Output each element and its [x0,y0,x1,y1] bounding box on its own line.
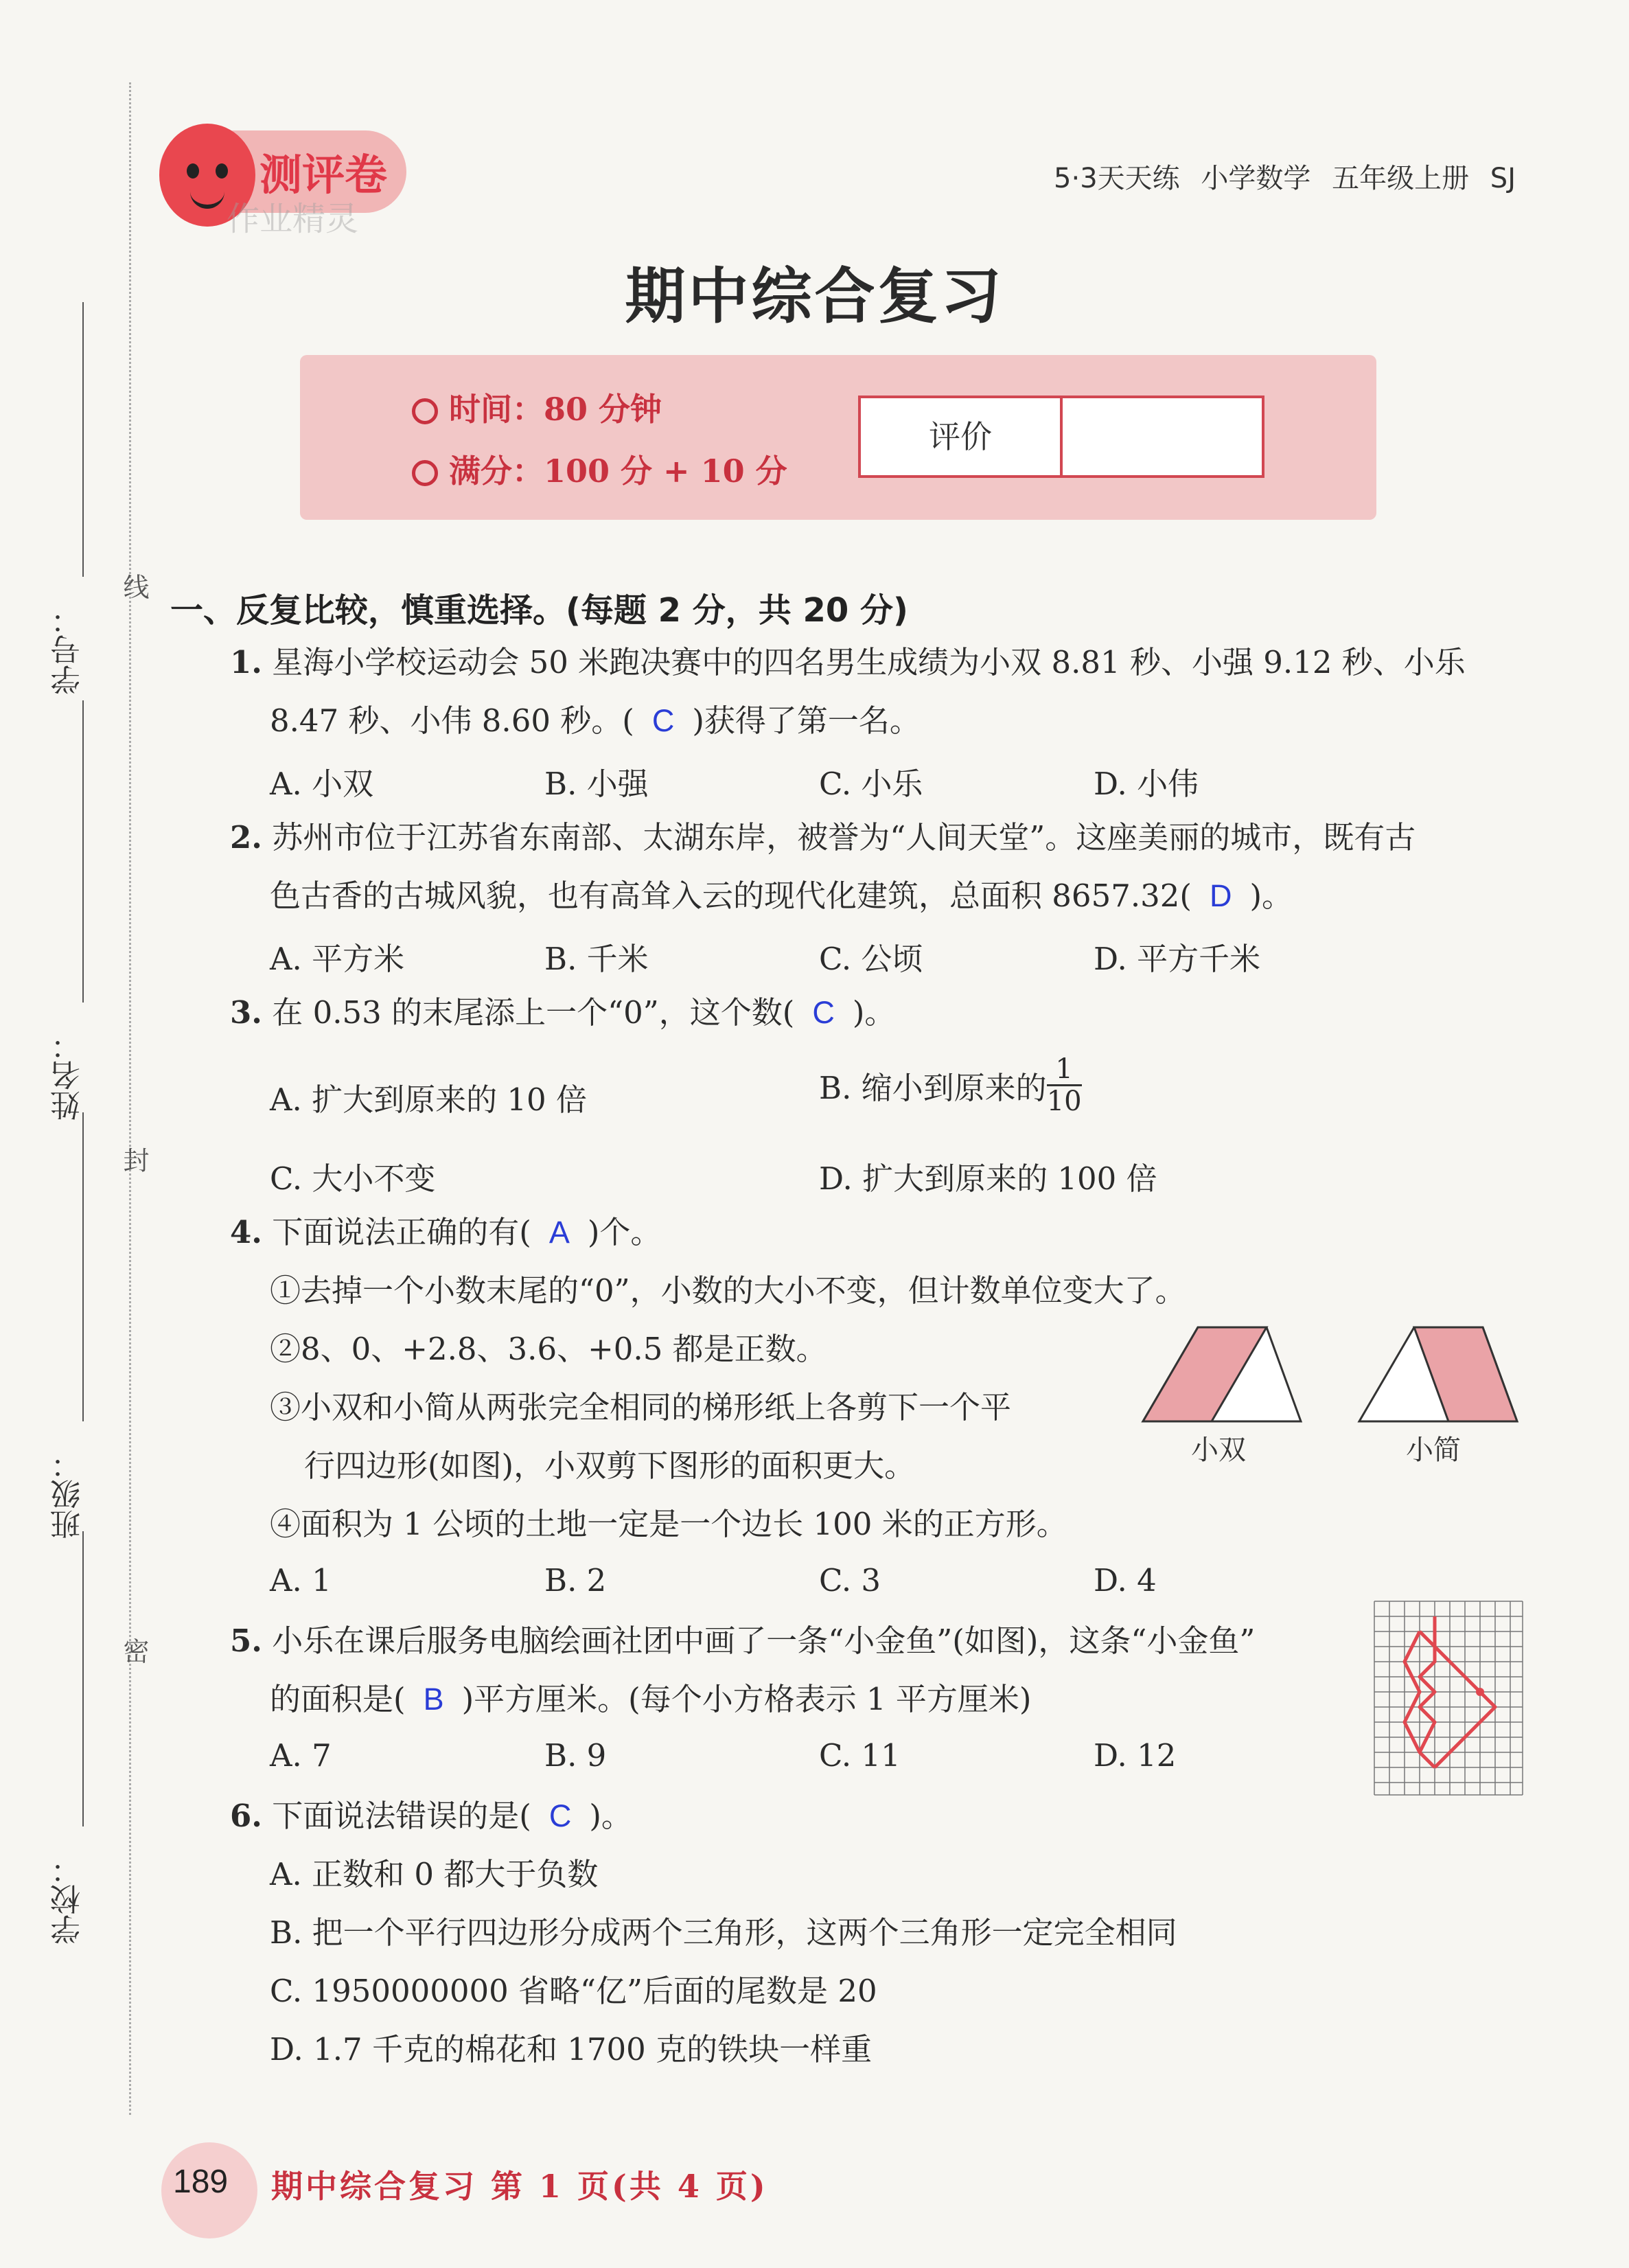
q1-line2 [270,700,921,742]
q5-option-a: A. 7 [270,1737,332,1774]
q3-line1 [230,992,895,1033]
q1-option-c: C. 小乐 [819,766,923,802]
watermark: 作业精灵 [227,200,359,238]
student-id-line [82,302,84,577]
q2-text-post: )。 [1249,878,1293,914]
q5-text: 小乐在课后服务电脑绘画社团中画了一条“小金鱼”(如图)，这条“小金鱼” [272,1623,1256,1659]
q5-text-pre: 的面积是( [270,1681,406,1717]
q5-option-b: B. 9 [544,1737,607,1774]
q1-text-pre: 8.47 秒、小伟 8.60 秒。( [270,702,634,739]
q2-line1 [230,817,1416,858]
q2-option-c: C. 公顷 [819,941,923,977]
student-id-label: 学号： [51,604,86,695]
q5-line2 [270,1679,1032,1720]
q2-number: 2. [230,819,262,856]
goldfish-grid-figure [1373,1600,1524,1796]
q1-text-post: )获得了第一名。 [692,702,921,739]
q4-option-d: D. 4 [1094,1562,1157,1599]
cut-line [129,82,131,2115]
fraction-numerator: 1 [1047,1054,1082,1086]
q3-option-b [819,1054,1082,1116]
q6-option-d: D. 1.7 千克的棉花和 1700 克的铁块一样重 [270,2031,873,2067]
q1-line1 [230,642,1466,683]
q4-option-b: B. 2 [544,1562,607,1599]
q2-text-pre: 色古香的古城风貌，也有高耸入云的现代化建筑，总面积 8657.32( [270,878,1192,914]
q1-option-d: D. 小伟 [1094,766,1199,802]
q4-option-a: A. 1 [270,1562,332,1599]
q5-text-post: )平方厘米。(每个小方格表示 1 平方厘米) [461,1681,1032,1717]
q2-line2 [270,875,1293,917]
q1-option-b: B. 小强 [544,766,649,802]
q4-option-c: C. 3 [819,1562,881,1599]
q6-option-c: C. 1950000000 省略“亿”后面的尾数是 20 [270,1973,877,2009]
score-text: 满分：100 分 + 10 分 [449,453,787,490]
q4-statement-4: ④面积为 1 公顷的土地一定是一个边长 100 米的正方形。 [270,1506,1067,1542]
q6-option-b: B. 把一个平行四边形分成两个三角形，这两个三角形一定完全相同 [270,1914,1177,1951]
footer-title: 期中综合复习 第 1 页(共 4 页) [271,2168,768,2205]
q6-text-post: )。 [589,1798,632,1834]
q3-answer[interactable]: C [812,995,835,1030]
section-heading: 一、反复比较，慎重选择。(每题 2 分，共 20 分) [170,591,908,630]
school-line [82,1531,84,1826]
cut-mark-line: 线 [119,573,149,599]
clock-icon [412,398,438,424]
evaluation-box [858,396,1264,478]
q1-text: 星海小学校运动会 50 米跑决赛中的四名男生成绩为小双 8.81 秒、小强 9.12 秒、小乐 [272,644,1466,680]
q5-answer[interactable]: B [423,1682,444,1717]
q3-text-pre: 在 0.53 的末尾添上一个“0”，这个数( [272,994,795,1031]
q2-text: 苏州市位于江苏省东南部、太湖东岸，被誉为“人间天堂”。这座美丽的城市，既有古 [272,819,1416,856]
time-text: 时间：80 分钟 [449,391,662,428]
q1-number: 1. [230,644,262,680]
goldfish-eye [1476,1688,1484,1696]
q4-answer[interactable]: A [548,1215,570,1250]
fraction-denominator: 10 [1046,1086,1082,1117]
q3-number: 3. [230,994,262,1031]
q5-option-d: D. 12 [1094,1737,1177,1774]
name-line [82,700,84,1003]
q2-option-a: A. 平方米 [270,941,405,977]
page-title: 期中综合复习 [625,260,1004,332]
class-line [82,1112,84,1421]
q6-option-a: A. 正数和 0 都大于负数 [270,1856,599,1892]
figure-label-xiaojian: 小简 [1406,1434,1461,1466]
name-label: 姓名： [51,1030,86,1121]
q1-answer[interactable]: C [651,703,675,738]
q3-option-a: A. 扩大到原来的 10 倍 [270,1081,587,1118]
evaluation-label: 评价 [861,398,1063,475]
trapezoid-xiaojian [1359,1327,1517,1421]
page-number: 189 [173,2164,229,2200]
q4-line1 [230,1212,661,1253]
time-row [412,385,662,430]
school-label: 学校： [51,1854,86,1945]
q4-statement-3a: ③小双和小简从两张完全相同的梯形纸上各剪下一个平 [270,1389,1012,1425]
q4-statement-2: ②8、0、+2.8、3.6、+0.5 都是正数。 [270,1331,827,1367]
q6-line1 [230,1796,632,1837]
q4-statement-3b: 行四边形(如图)，小双剪下图形的面积更大。 [304,1447,916,1484]
q3-option-d: D. 扩大到原来的 100 倍 [819,1160,1157,1197]
q5-option-c: C. 11 [819,1737,901,1774]
q4-text-post: )个。 [587,1214,662,1250]
q4-statement-1: ①去掉一个小数末尾的“0”，小数的大小不变，但计数单位变大了。 [270,1272,1186,1309]
trapezoid-figures [1140,1322,1524,1425]
q1-option-a: A. 小双 [270,766,374,802]
q3-text-post: )。 [852,994,896,1031]
q3-option-b-text: B. 缩小到原来的 [819,1070,1047,1106]
check-icon [412,460,438,486]
evaluation-field[interactable] [1063,398,1262,475]
q3-option-c: C. 大小不变 [270,1160,436,1197]
q6-text-pre: 下面说法错误的是( [272,1798,531,1834]
q4-number: 4. [230,1214,262,1250]
cut-mark-secret: 密 [119,1638,149,1664]
q6-answer[interactable]: C [548,1798,572,1833]
q6-number: 6. [230,1798,262,1834]
fraction [1047,1054,1082,1116]
q2-answer[interactable]: D [1209,878,1232,913]
q5-number: 5. [230,1623,262,1659]
score-row [412,446,787,492]
class-label: 班级： [51,1449,86,1539]
figure-label-xiaoshuang: 小双 [1191,1434,1246,1466]
q5-line1 [230,1620,1255,1662]
cut-mark-seal: 封 [119,1147,149,1173]
trapezoid-xiaoshuang [1143,1327,1301,1421]
q2-option-b: B. 千米 [544,941,649,977]
series-title: 5·3天天练 小学数学 五年级上册 SJ [1054,163,1516,194]
badge-label: 测评卷 [259,150,388,200]
q4-text-pre: 下面说法正确的有( [272,1214,531,1250]
q2-option-d: D. 平方千米 [1094,941,1261,977]
